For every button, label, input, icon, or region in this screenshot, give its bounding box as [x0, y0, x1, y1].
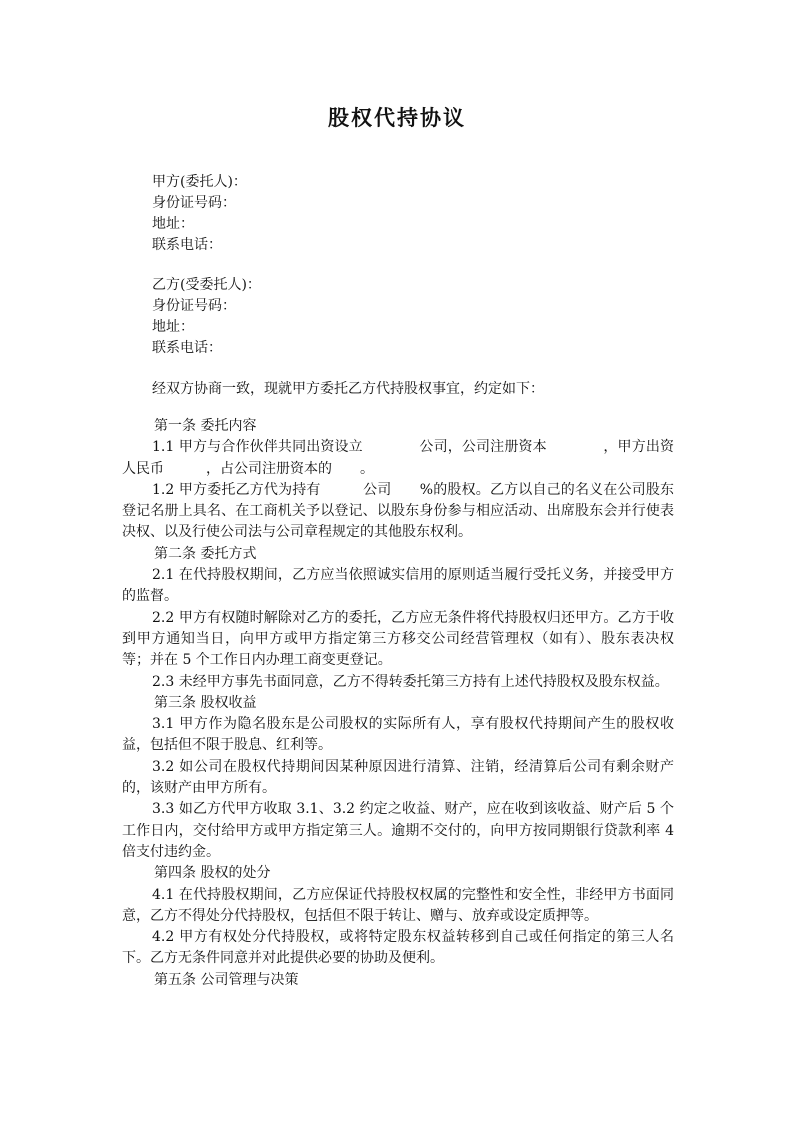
party-b-name-label: 乙方(受委托人)：: [152, 277, 261, 293]
clause-paragraph: 3.2 如公司在股权代持期间因某种原因进行清算、注销，经清算后公司有剩余财产的，该财产由甲方所有。: [122, 758, 674, 797]
intro-paragraph: 经双方协商一致，现就甲方委托乙方代持股权事宜，约定如下：: [152, 381, 544, 397]
clause-paragraph: 2.1 在代持股权期间，乙方应当依照诚实信用的原则适当履行受托义务，并接受甲方的监督。: [122, 567, 674, 605]
party-a-name-label: 甲方(委托人)：: [152, 174, 247, 190]
article-heading: 第二条 委托方式: [154, 545, 257, 562]
document-title: 股权代持协议: [328, 105, 466, 130]
clause-paragraph: 4.2 甲方有权处分代持股权，或将特定股东权益转移到自己或任何指定的第三人名下。乙方无条件同意并对此提供必要的协助及便利。: [122, 929, 674, 967]
clause-paragraph: 1.1 甲方与合作伙伴共同出资设立 公司，公司注册资本 ，甲方出资人民币 ，占公司注册资本的 。: [122, 439, 674, 477]
party-b-phone-label: 联系电话：: [152, 340, 222, 356]
article-heading: 第四条 股权的处分: [154, 865, 271, 882]
clause-paragraph: 2.3 未经甲方事先书面同意，乙方不得转委托第三方持有上述代持股权及股东权益。: [152, 673, 669, 690]
party-a-phone-label: 联系电话：: [152, 237, 222, 253]
clause-paragraph: 3.3 如乙方代甲方收取 3.1、3.2 约定之收益、财产，应在收到该收益、财产后 5 个工作日内，交付给甲方或甲方指定第三人。逾期不交付的，向甲方按同期银行贷款利率 4 倍支付违约金。: [122, 801, 674, 860]
clause-paragraph: 1.2 甲方委托乙方代为持有 公司 %的股权。乙方以自己的名义在公司股东登记名册上具名、在工商机关予以登记、以股东身份参与相应活动、出席股东会并行使表决权、以及行使公司法与公司章程规定的其他股东权利。: [122, 481, 674, 541]
clause-paragraph: 2.2 甲方有权随时解除对乙方的委托，乙方应无条件将代持股权归还甲方。乙方于收到甲方通知当日，向甲方或甲方指定第三方移交公司经营管理权（如有）、股东表决权等；并在 5 个工作日内办理工商变更登记。: [122, 609, 674, 669]
party-a-block: [152, 172, 247, 256]
article-heading: 第一条 委托内容: [154, 418, 257, 434]
articles-body: [122, 416, 674, 991]
party-b-address-label: 地址：: [152, 319, 194, 335]
party-b-id-label: 身份证号码：: [152, 298, 236, 314]
party-b-block: [152, 275, 261, 359]
article-heading: 第三条 股权收益: [154, 694, 257, 711]
party-a-address-label: 地址：: [152, 216, 194, 232]
clause-paragraph: 3.1 甲方作为隐名股东是公司股权的实际所有人，享有股权代持期间产生的股权收益，包括但不限于股息、红利等。: [122, 716, 674, 754]
party-a-id-label: 身份证号码：: [152, 195, 236, 211]
clause-paragraph: 4.1 在代持股权期间，乙方应保证代持股权权属的完整性和安全性，非经甲方书面同意，乙方不得处分代持股权，包括但不限于转让、赠与、放弃或设定质押等。: [122, 886, 674, 924]
article-heading: 第五条 公司管理与决策: [154, 971, 299, 988]
